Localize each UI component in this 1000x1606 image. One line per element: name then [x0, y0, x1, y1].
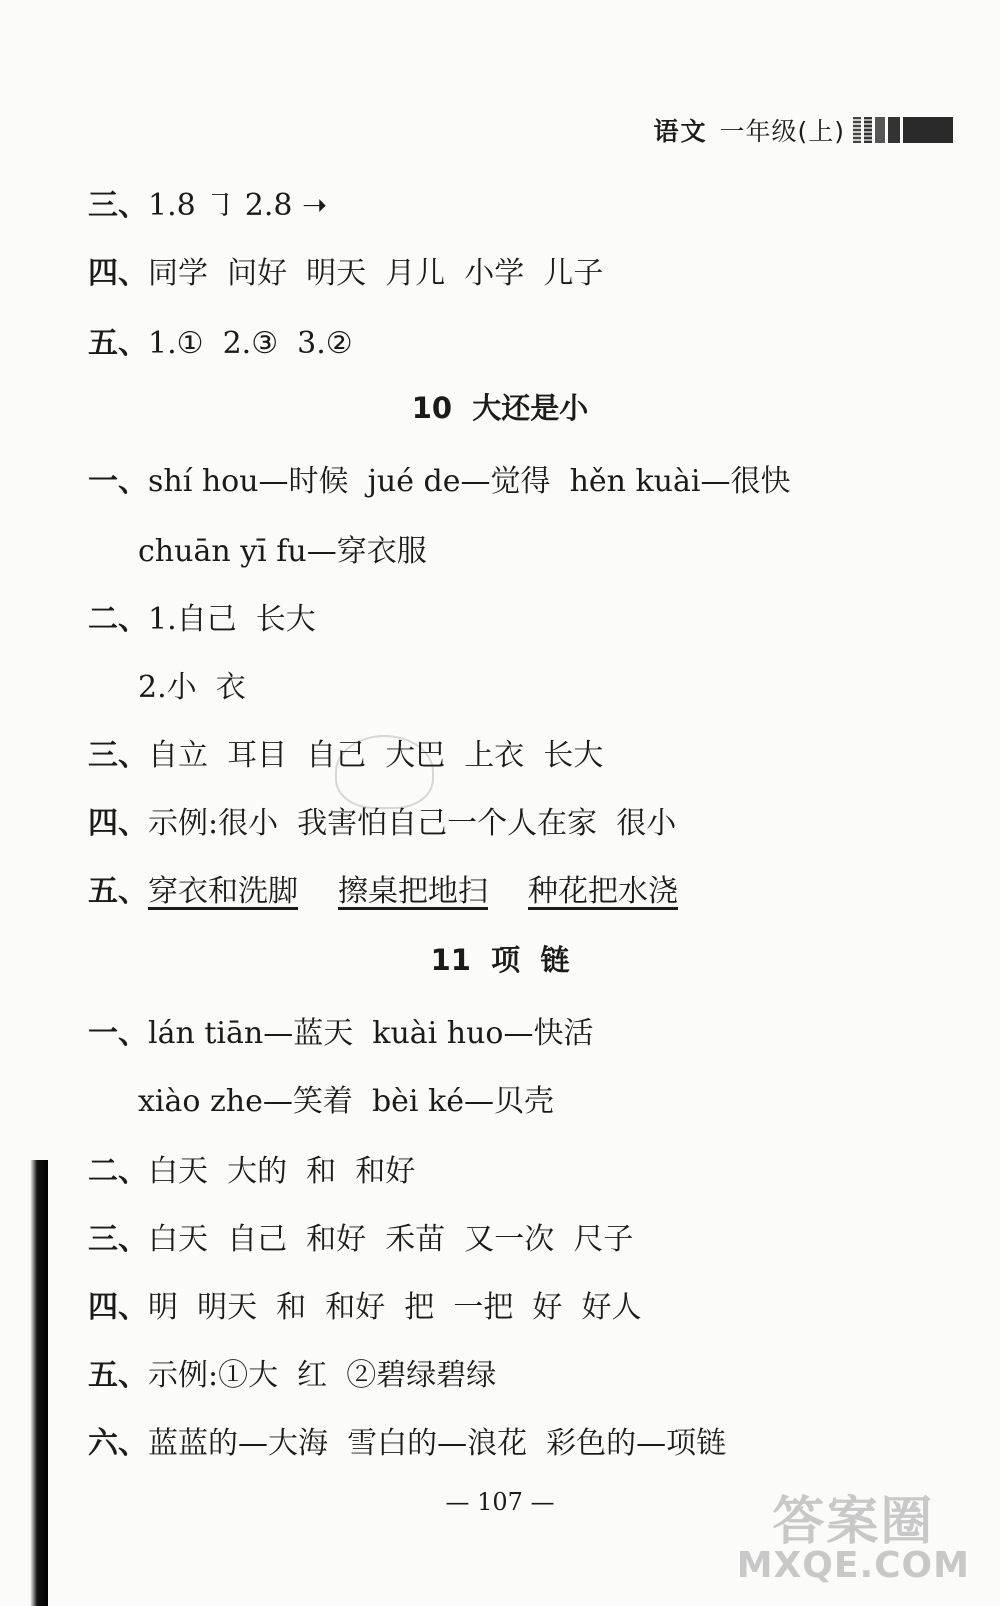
question-number: 二、: [88, 602, 148, 637]
grade-label: 一年级(上): [719, 117, 845, 146]
question-number: 五、: [88, 874, 148, 909]
question-number: 四、: [88, 256, 148, 291]
underlined-answer: 穿衣和洗脚: [148, 874, 298, 909]
answer-line: [88, 1282, 642, 1326]
lesson-title: 10 大还是小: [411, 391, 589, 425]
answer-text: 示例:很小 我害怕自己一个人在家 很小: [148, 806, 677, 841]
answer-line: [88, 866, 678, 910]
answer-text: 明 明天 和 和好 把 一把 好 好人: [148, 1290, 642, 1325]
answer-line: [88, 1214, 633, 1258]
answer-text: shí hou—时候 jué de—觉得 hěn kuài—很快: [148, 464, 791, 499]
answer-line-continued: xiào zhe—笑着 bèi ké—贝壳: [138, 1084, 554, 1119]
answer-text: lán tiān—蓝天 kuài huo—快活: [148, 1016, 594, 1051]
answer-text: 自立 耳目 自己 大巴 上衣 长大: [148, 738, 604, 773]
answer-line-continued: 2.小 衣: [138, 670, 246, 705]
answer-text: 白天 自己 和好 禾苗 又一次 尺子: [148, 1222, 634, 1257]
header-decoration: [853, 117, 956, 143]
answer-text: 示例:①大 红 ②碧绿碧绿: [148, 1358, 497, 1393]
watermark-text: 答案圈: [772, 1492, 935, 1552]
answer-text: 同学 问好 明天 月儿 小学 儿子: [148, 256, 604, 291]
question-number: 一、: [88, 1016, 148, 1051]
answer-line: [88, 594, 316, 638]
question-number: 四、: [88, 1290, 148, 1325]
lesson-title: 11 项 链: [430, 943, 570, 977]
question-number: 三、: [88, 188, 148, 223]
answer-line: [88, 318, 353, 362]
question-number: 三、: [88, 738, 148, 773]
answer-line-continued: chuān yī fu—穿衣服: [138, 534, 427, 569]
question-number: 六、: [88, 1426, 148, 1461]
subject-label: 语文: [653, 117, 708, 146]
answer-line: [88, 1008, 594, 1052]
page-number: — 107 —: [445, 1488, 555, 1516]
question-number: 一、: [88, 464, 148, 499]
watermark-logo: [736, 1492, 970, 1586]
question-number: 二、: [88, 1154, 148, 1189]
underlined-answer: 擦桌把地扫: [338, 874, 488, 909]
watermark-url: MXQE.COM: [736, 1545, 970, 1586]
answer-line: [88, 1418, 726, 1462]
answer-line: [88, 1350, 496, 1394]
underlined-answer: 种花把水浇: [528, 874, 678, 909]
question-number: 五、: [88, 326, 148, 361]
answer-line: [88, 1146, 415, 1190]
answer-line: [88, 730, 603, 774]
answer-line: [88, 248, 603, 292]
answer-text: 1.① 2.③ 3.②: [148, 326, 353, 361]
answer-text: 1.自己 长大: [148, 602, 316, 637]
book-spine-shadow: [30, 1160, 48, 1606]
question-number: 五、: [88, 1358, 148, 1393]
answer-text: 1.8 ㇆ 2.8 ➝: [148, 188, 328, 223]
answer-line: [88, 180, 327, 224]
answer-text: 白天 大的 和 和好: [148, 1154, 416, 1189]
answer-line: [88, 456, 790, 500]
answer-text: 蓝蓝的—大海 雪白的—浪花 彩色的—项链: [148, 1426, 727, 1461]
answer-line: [88, 798, 676, 842]
question-number: 四、: [88, 806, 148, 841]
page-header: [653, 112, 956, 148]
question-number: 三、: [88, 1222, 148, 1257]
